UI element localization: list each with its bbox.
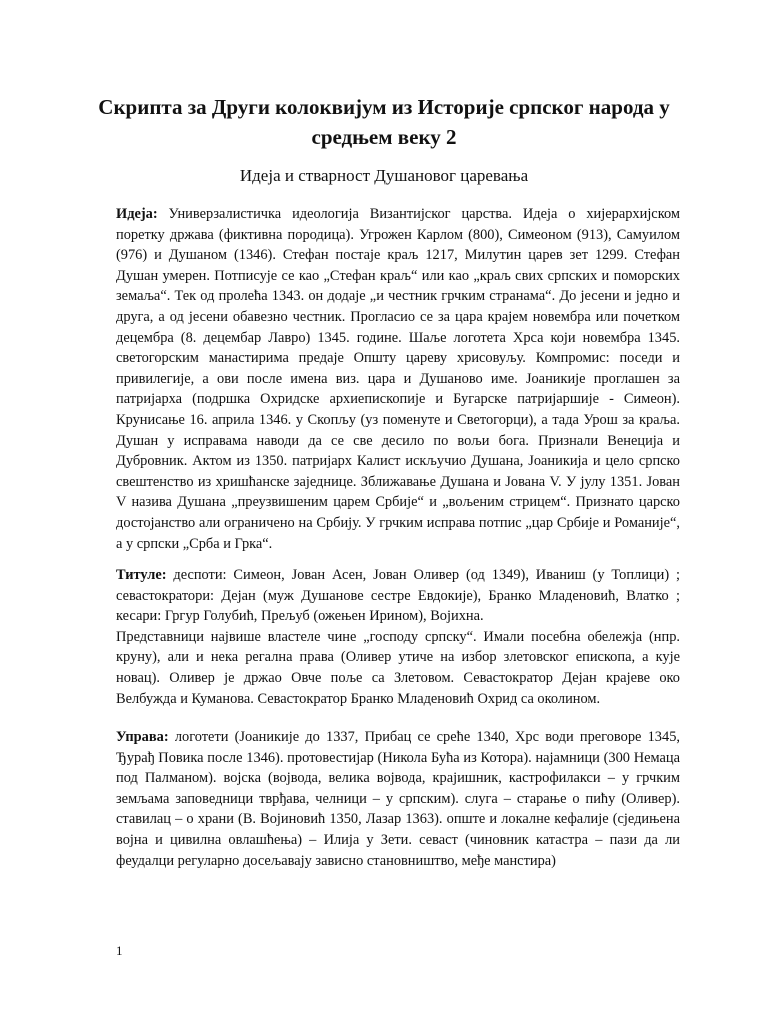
section-uprava-text: логотети (Јоаникије до 1337, Прибац се среће 1340, Хрс води преговоре 1345, Ђурађ Повика после 1346). протовестијар (Никола Бућа из Котора). најамници (300 Немаца под Палманом). војска (војвода, велика војвода, крајишник, кастрофилакси – у грчким земљама заповедници тврђава, челници – у српским). слуга – старање о пићу (Оливер). ставилац – о храни (В. Војиновић 1350, Лазар 1363). опште и локалне кефалије (сједињена војна и цивилна овлашћења) – Илија у Зети. севаст (чиновник катастра – пази да ли феудалци регуларно досељавају зависно становништво, међе манстира): [116, 729, 680, 869]
section-titule-heading: Титуле:: [116, 567, 167, 583]
section-ideja-text: Универзалистичка идеологија Византијског царства. Идеја о хијерархијском поретку држава (фиктивна породица). Угрожен Карлом (800), Симеоном (913), Самуилом (976) и Душаном (1346). Стефан постаје краљ 1217, Милутин царев зет 1299. Стефан Душан умерен. Потписује се као „Стефан краљ“ или као „краљ свих српских и поморских земаља“. Тек од пролећа 1343. он додаје „и честник грчким странама“. До јесени и једно и друга, а од јесени обавезно честник. Прогласио се за цара крајем новембра или почетком децембра (8. децембар Лавро) 1345. године. Шаље логотета Хрса који новембра 1345. светогорским манастирима предаје Општу цареву хрисовуљу. Компромис: поседи и привилегије, а ови после имена виз. цара и Душаново име. Јоаникије проглашен за патријарха (подршка Охридске архиепископије и Бугарске патријаршије - Симеон). Крунисање 16. априла 1346. у Скопљу (уз поменуте и Светогорци), а тада Урош за краља. Душан у исправама наводи да се све десило по вољи бога. Признали Венеција и Дубровник. Актом из 1350. патријарх Калист искључио Душана, Јоаникија и цело српско свештенство из хришћанске заједнице. Зближавање Душана и Јована V. У јулу 1351. Јован V назива Душана „преузвишеним царем Србије“ и „вољеним стрицем“. Признато царско достојанство али ограничено на Србију. У грчким исправа потпис „цар Србије и Романије“, а у српски „Срба и Грка“.: [116, 206, 680, 552]
section-ideja: [116, 204, 680, 554]
section-ideja-heading: Идеја:: [116, 206, 158, 222]
section-uprava-heading: Управа:: [116, 729, 169, 745]
section-titule-text-2: Представници највише властеле чине „господу српску“. Имали посебна обележја (нпр. круну), али и нека регална права (Оливер утиче на избор злетовског епископа, а кује новац). Оливер је држао Овче поље са Злетовом. Севастократор Дејан крајеве око Велбужда и Куманова. Севастократор Бранко Младеновић Охрид са околином.: [116, 628, 680, 707]
section-titule: [116, 565, 680, 709]
section-uprava: [116, 727, 680, 871]
page-number: 1: [116, 943, 123, 958]
document-title: Скрипта за Други колоквијум из Историје српског народа у средњем веку 2: [98, 95, 670, 149]
document-subtitle: Идеја и стварност Душановог царевања: [239, 166, 529, 185]
section-titule-text: деспоти: Симеон, Јован Асен, Јован Оливер (од 1349), Иваниш (у Топлици) ; севастократори: Дејан (муж Душанове сестре Евдокије), Бранко Младеновић, Влатко ; кесари: Гргур Голубић, Прељуб (ожењен Ирином), Војихна.: [116, 567, 680, 625]
section-titule-line: [116, 565, 680, 627]
